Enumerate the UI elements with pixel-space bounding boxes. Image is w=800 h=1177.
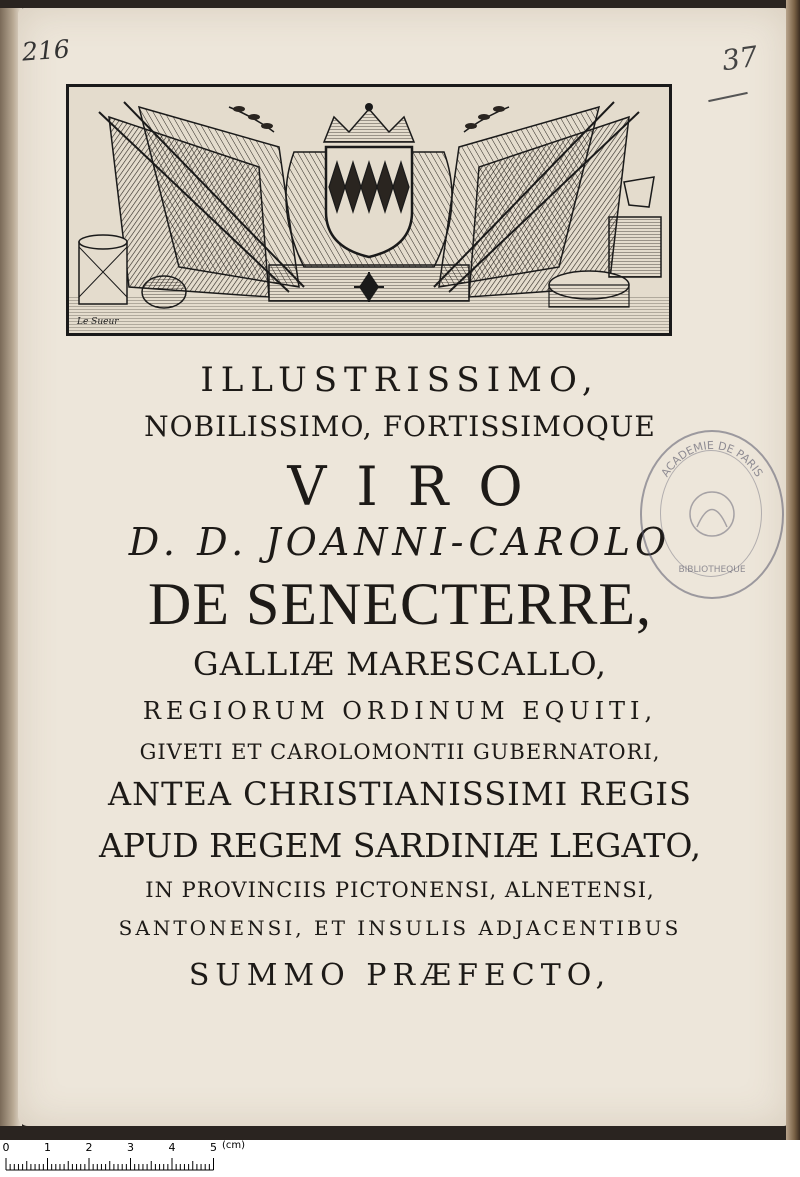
dedication-line-3: VIRO	[287, 455, 553, 518]
scale-ruler	[0, 1140, 800, 1177]
dedication-line-13: SUMMO PRÆFECTO,	[188, 958, 612, 993]
manuscript-number-right: 37	[719, 39, 760, 78]
dedication-line-9: ANTEA CHRISTIANISSIMI REGIS	[108, 775, 692, 813]
stamp-lettering	[642, 432, 782, 597]
ruler-ticks	[0, 1140, 230, 1177]
dedication-line-12: SANTONENSI, ET INSULIS ADJACENTIBUS	[118, 916, 682, 940]
dedication-line-5: DE SENECTERRE,	[148, 571, 652, 637]
stamp-top-text: ACADEMIE DE PARIS	[658, 438, 766, 480]
ruler-label: 4	[168, 1141, 176, 1154]
ruler-label: 1	[44, 1141, 51, 1154]
ruler-label: 0	[2, 1141, 10, 1154]
dedication-line-8: GIVETI ET CAROLOMONTII GUBERNATORI,	[139, 740, 661, 764]
dedication-line-11: IN PROVINCIIS PICTONENSI, ALNETENSI,	[145, 878, 655, 902]
dedication-line-1: ILLUSTRISSIMO,	[200, 360, 600, 400]
manuscript-number-left: 216	[21, 34, 71, 67]
dedication-line-4: D. D. JOANNI-CAROLO	[128, 520, 672, 564]
coat-of-arms-illustration	[69, 87, 669, 333]
stamp-bottom-text: BIBLIOTHEQUE	[678, 565, 746, 575]
engraved-vignette	[66, 84, 672, 336]
dedication-line-6: GALLIÆ MARESCALLO,	[193, 645, 607, 683]
dedication-line-10: APUD REGEM SARDINIÆ LEGATO,	[98, 826, 702, 865]
ruler-unit-label: (cm)	[222, 1140, 246, 1151]
library-stamp	[640, 430, 784, 599]
ruler-label: 3	[127, 1141, 134, 1154]
engraver-signature: Le Sueur	[77, 317, 119, 327]
ruler-label: 5	[210, 1141, 217, 1154]
dedication-line-2: NOBILISSIMO, FORTISSIMOQUE	[144, 410, 656, 443]
svg-text:ACADEMIE DE PARIS	[659, 439, 766, 479]
ruler-label: 2	[85, 1141, 93, 1154]
dedication-line-7: REGIORUM ORDINUM EQUITI,	[142, 697, 658, 725]
